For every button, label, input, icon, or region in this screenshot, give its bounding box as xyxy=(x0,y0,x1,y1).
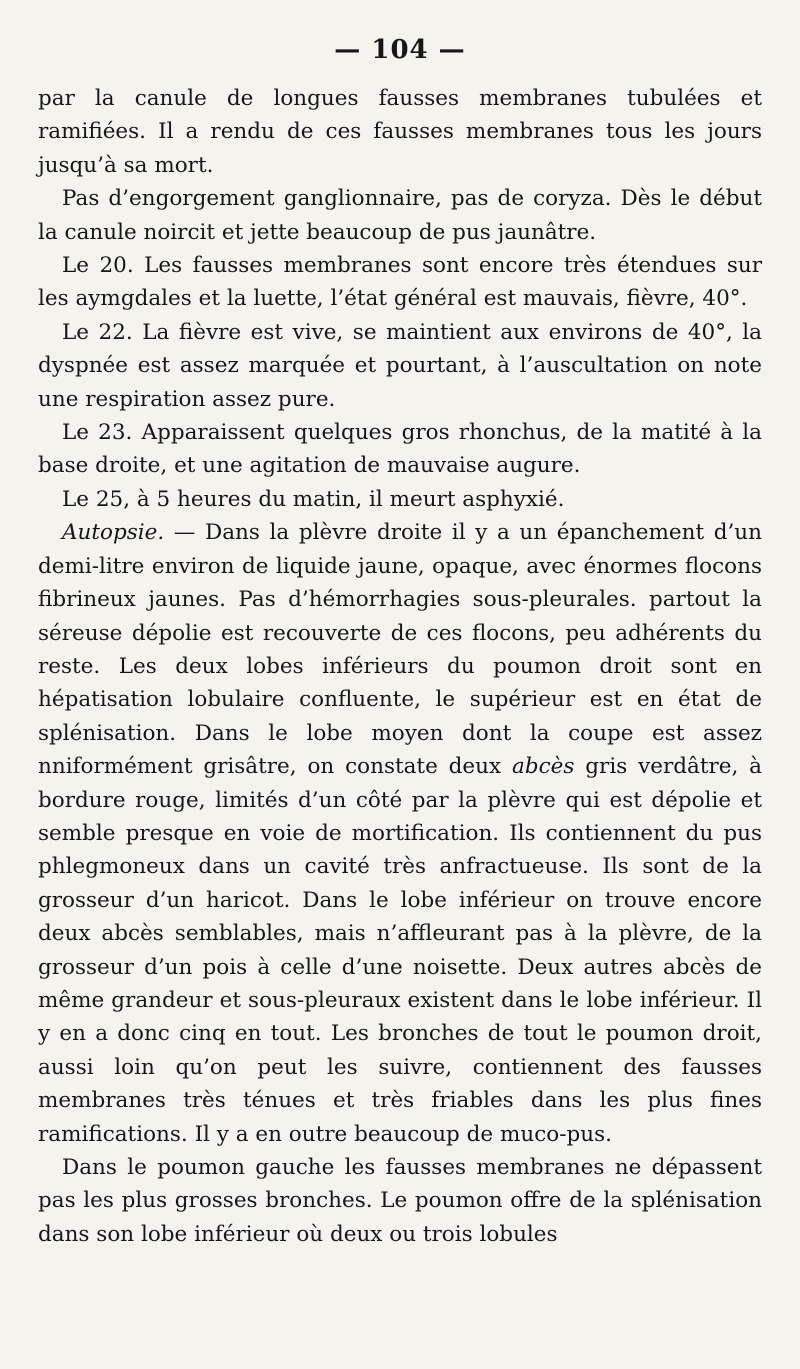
paragraph-engorgement: Pas d’engorgement ganglionnaire, pas de coryza. Dès le début la canule noircit et jette beaucoup de pus jaunâtre. xyxy=(38,186,762,245)
paragraph-day-20: Le 20. Les fausses membranes sont encore très étendues sur les aymgdales et la luette, l’état général est mauvais, fièvre, 40°. xyxy=(38,253,762,312)
paragraph-day-22: Le 22. La fièvre est vive, se maintient aux environs de 40°, la dyspnée est assez marquée et pourtant, à l’auscultation on note une respiration assez pure. xyxy=(38,319,762,412)
autopsy-text-part-1: — Dans la plèvre droite il y a un épanchement d’un demi-litre environ de liquide jaune, opaque, avec énormes flocons fibrineux jaunes. Pas d’hémorrhagies sous-pleurales. partout la séreuse dépolie est recouverte de ces flocons, peu adhérents du reste. Les deux lobes inférieurs du poumon droit sont en hépatisation lobulaire confluente, le supérieur est en état de splénisation. Dans le lobe moyen dont la coupe est assez nniformément grisâtre, on constate deux xyxy=(38,520,762,780)
paragraph-autopsy xyxy=(38,516,762,1151)
autopsy-text-part-2: gris verdâtre, à bordure rouge, limités d’un côté par la plèvre qui est dépolie et semble presque en voie de mortification. Ils contiennent du pus phlegmoneux dans un cavité très anfractueuse. Ils sont de la grosseur d’un haricot. Dans le lobe inférieur on trouve encore deux abcès semblables, mais n’affleurant pas à la plèvre, de la grosseur d’un pois à celle d’une noisette. Deux autres abcès de même grandeur et sous-pleuraux existent dans le lobe inférieur. Il y en a donc cinq en tout. Les bronches de tout le poumon droit, aussi loin qu’on peut les suivre, contiennent des fausses membranes très ténues et très friables dans les plus fines ramifications. Il y a en outre beaucoup de muco-pus. xyxy=(38,754,762,1147)
paragraph-left-lung: Dans le poumon gauche les fausses membranes ne dépassent pas les plus grosses bronches. Le poumon offre de la splénisation dans son lobe inférieur où deux ou trois lobules xyxy=(38,1155,762,1247)
autopsy-heading: Autopsie. xyxy=(62,520,165,546)
paragraph-day-23: Le 23. Apparaissent quelques gros rhonchus, de la matité à la base droite, et une agitation de mauvaise augure. xyxy=(38,420,762,479)
paragraph-day-25: Le 25, à 5 heures du matin, il meurt asphyxié. xyxy=(62,486,565,512)
autopsy-emphasis: abcès xyxy=(512,754,575,780)
page-number: — 104 — xyxy=(334,35,466,65)
paragraph-continuation: par la canule de longues fausses membranes tubulées et ramifiées. Il a rendu de ces fausses membranes tous les jours jusqu’à sa mort. xyxy=(38,86,762,178)
